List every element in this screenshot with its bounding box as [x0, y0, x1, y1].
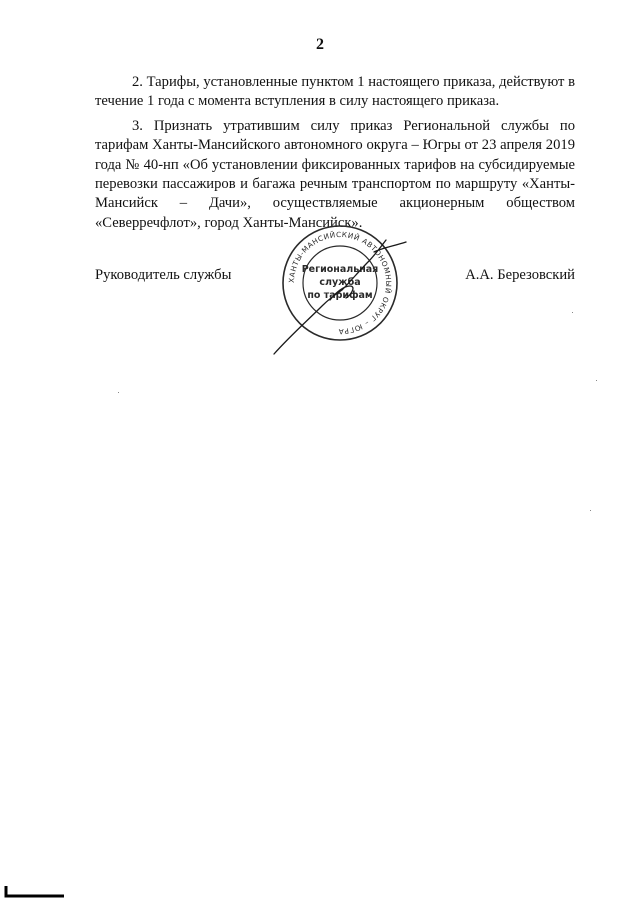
scan-corner-mark — [4, 886, 64, 898]
official-stamp — [270, 208, 410, 358]
paragraph-3: 3. Признать утратившим силу приказ Региональной службы по тарифам Ханты-Мансийского автономного округа – Югры от 23 апреля 2019 года № 40-нп «Об установлении фиксированных тарифов на субсидируемые перевозки пассажиров и багажа речным транспортом по маршруту «Ханты-Мансийск – Дачи», осуществляемые акционерным обществом «Северречфлот», город Ханты-Мансийск». — [95, 117, 575, 231]
page-number: 2 — [316, 36, 324, 53]
stamp-center-line-2: служба — [319, 277, 361, 288]
signatory-name: А.А. Березовский — [465, 267, 575, 283]
stamp-center-line-1: Региональная — [301, 264, 379, 275]
scan-speck — [572, 312, 573, 313]
stamp-ring-text: ХАНТЫ-МАНСИЙСКИЙ АВТОНОМНЫЙ ОКРУГ – ЮГРА — [286, 229, 394, 337]
paragraph-2: 2. Тарифы, установленные пунктом 1 настоящего приказа, действуют в течение 1 года с момента вступления в силу настоящего приказа. — [95, 74, 575, 110]
scan-speck — [118, 392, 119, 393]
stamp-center-line-3: по тарифам — [307, 290, 373, 301]
scan-speck — [596, 380, 597, 381]
signatory-position: Руководитель службы — [95, 267, 232, 283]
scan-speck — [590, 510, 591, 511]
